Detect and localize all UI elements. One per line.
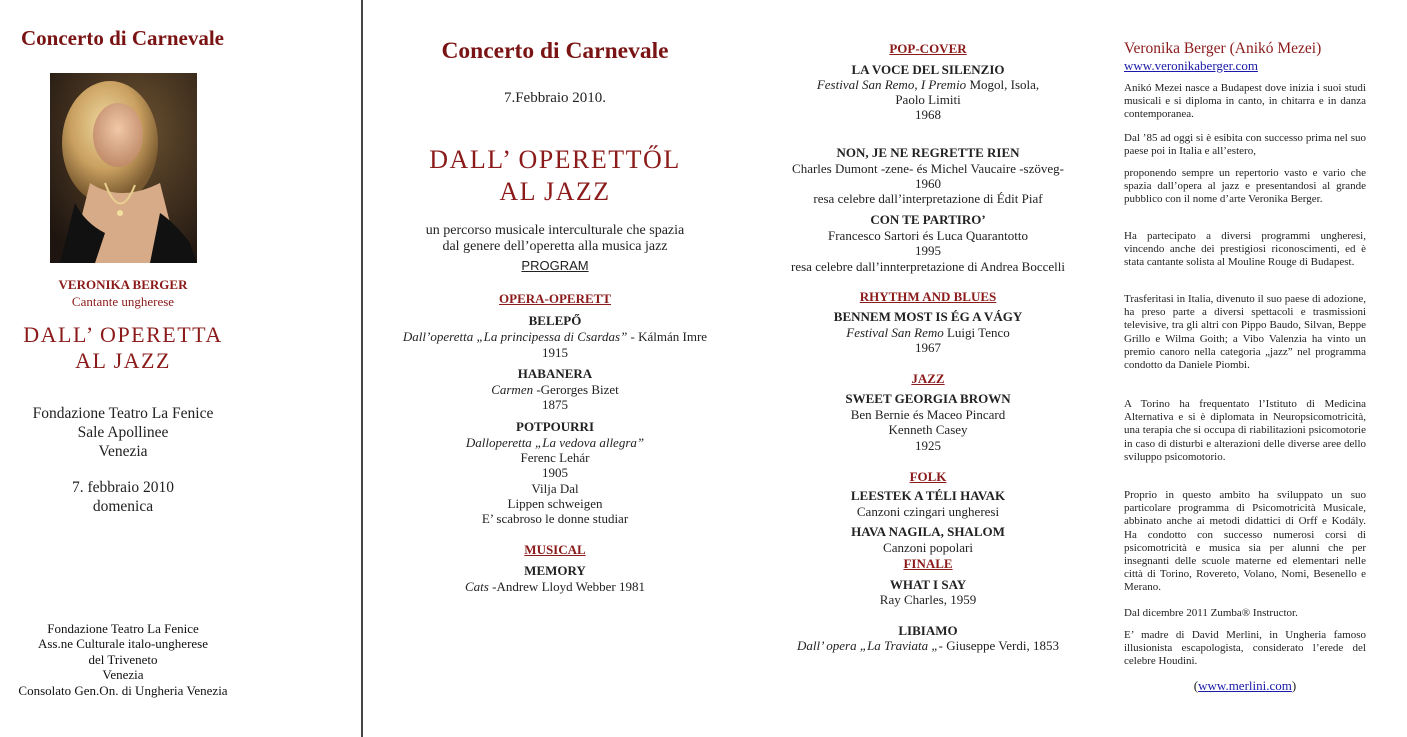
song-source-rest: -Gerorges Bizet bbox=[533, 382, 619, 397]
program-date: 7.Febbraio 2010. bbox=[503, 90, 607, 106]
song-title-bennem: BENNEM MOST IS ÉG A VÁGY bbox=[833, 309, 1023, 324]
song-source bbox=[770, 325, 1086, 340]
song-year: 1915 bbox=[542, 345, 568, 360]
organizer-line: Consolato Gen.On. di Ungheria Venezia bbox=[18, 682, 228, 698]
organizer-line: Ass.ne Culturale italo-ungherese bbox=[37, 636, 209, 652]
cover-panel bbox=[0, 0, 361, 737]
organizers bbox=[0, 621, 246, 698]
song-source-italic: Carmen bbox=[491, 382, 534, 397]
section-finale: FINALE bbox=[903, 556, 953, 571]
song-title-libiamo: LIBIAMO bbox=[898, 623, 958, 638]
song-source bbox=[360, 329, 750, 344]
cover-title: Concerto di Carnevale bbox=[21, 26, 224, 50]
event-date bbox=[0, 478, 246, 516]
program-subtitle bbox=[360, 223, 750, 255]
bio-paragraph: Dal ’85 ad oggi si è esibita con successo prima nel suo paese poi in Italia e all’estero, bbox=[1124, 132, 1366, 158]
song-source bbox=[360, 382, 750, 397]
singer-role: Cantante ungherese bbox=[71, 294, 175, 309]
song-source bbox=[360, 579, 750, 594]
song-detail: resa celebre dall’innterpretazione di Andrea Boccelli bbox=[791, 259, 1065, 274]
program-headline bbox=[360, 144, 750, 208]
song-title-potpourri: POTPOURRI bbox=[516, 419, 594, 434]
song-source-rest: - Kálmán Imre bbox=[627, 329, 708, 344]
section-rhythm-blues: RHYTHM AND BLUES bbox=[859, 289, 997, 304]
song-detail: E’ scabroso le donne studiar bbox=[481, 511, 629, 526]
song-source-italic: Dalloperetta „La vedova allegra” bbox=[465, 435, 645, 450]
song-detail: Canzoni popolari bbox=[883, 540, 973, 555]
song-source bbox=[360, 435, 750, 450]
song-year: 1905 bbox=[542, 465, 568, 480]
song-source bbox=[770, 77, 1086, 92]
section-folk: FOLK bbox=[909, 469, 947, 484]
subtitle-line: dal genere dell’operetta alla musica jazz bbox=[442, 239, 668, 254]
cover-headline bbox=[0, 322, 246, 374]
song-title-what-i-say: WHAT I SAY bbox=[889, 577, 967, 592]
song-source-rest: Mogol, Isola, bbox=[966, 77, 1040, 92]
song-detail: Canzoni czingari ungheresi bbox=[856, 504, 1000, 519]
song-source-italic: Festival San Remo, I Premio bbox=[816, 77, 967, 92]
song-source-italic: Dall’ opera „La Traviata „ bbox=[797, 638, 939, 653]
venue-line: Fondazione Teatro La Fenice bbox=[32, 405, 214, 422]
section-jazz: JAZZ bbox=[911, 371, 945, 386]
song-detail: Charles Dumont -zene- és Michel Vaucaire -szöveg- bbox=[792, 161, 1064, 176]
singer-name: VERONIKA BERGER bbox=[58, 277, 188, 292]
song-source-italic: Dall’operetta „La principessa di Csardas” bbox=[402, 329, 628, 344]
song-source-italic: Cats bbox=[465, 579, 489, 594]
bio-name: Veronika Berger (Anikó Mezei) bbox=[1124, 40, 1322, 57]
song-year: 1960 bbox=[915, 176, 941, 191]
bio-paragraph: A Torino ha frequentato l’Istituto di Medicina Alternativa e si è diplomata in Neuropsicomotricità, una terapia che si occupa di riabilitazioni psicomotorie in caso di disturbi e alterazioni delle diverse aree dello sviluppo psicomotorio. bbox=[1124, 398, 1366, 463]
section-opera-operett: OPERA-OPERETT bbox=[499, 291, 611, 306]
section-pop-cover: POP-COVER bbox=[889, 41, 967, 56]
venue-line: Sale Apollinee bbox=[77, 424, 169, 441]
song-title-memory: MEMORY bbox=[524, 563, 586, 578]
program-headline-line1: DALL’ OPERETTŐL bbox=[429, 145, 681, 174]
song-detail: Lippen schweigen bbox=[507, 496, 603, 511]
organizer-line: del Triveneto bbox=[88, 651, 158, 667]
event-date-line: 7. febbraio 2010 bbox=[71, 479, 174, 496]
merlini-link[interactable]: www.merlini.com bbox=[1198, 678, 1292, 693]
song-detail: resa celebre dall’interpretazione di Édit Piaf bbox=[813, 191, 1043, 206]
song-title-conte: CON TE PARTIRO’ bbox=[870, 212, 986, 227]
song-title-leestek: LEESTEK A TÉLI HAVAK bbox=[850, 488, 1006, 503]
singer-photo bbox=[50, 73, 197, 263]
song-source-rest: -Andrew Lloyd Webber 1981 bbox=[488, 579, 645, 594]
song-title-voce: LA VOCE DEL SILENZIO bbox=[851, 62, 1005, 77]
paren-open: ( bbox=[1193, 678, 1199, 693]
subtitle-line: un percorso musicale interculturale che spazia bbox=[425, 223, 685, 238]
bio-paragraph: Ha partecipato a diversi programmi ungheresi, vincendo anche dei prestigiosi riconoscimenti, ed è stata cantante solista al Mouline Rouge di Budapest. bbox=[1124, 230, 1366, 269]
song-title-habanera: HABANERA bbox=[517, 366, 593, 381]
song-source-italic: Festival San Remo bbox=[846, 325, 944, 340]
website-link[interactable]: www.veronikaberger.com bbox=[1124, 58, 1258, 73]
bio-paragraph: Trasferitasi in Italia, divenuto il suo paese di adozione, ha preso parte a diversi spettacoli e trasmissioni televisive, tra gli altri con Pippo Baudo, Silvan, Beppe Grillo e Wilma Goith; a Vibo Valenzia ha vinto un premio canoro nella categoria „jazz” nel programma condotto da Daniele Piombi. bbox=[1124, 293, 1366, 372]
song-title-sweet-georgia: SWEET GEORGIA BROWN bbox=[845, 391, 1011, 406]
song-detail: Francesco Sartori és Luca Quarantotto bbox=[828, 228, 1028, 243]
bio-paragraph: Dal dicembre 2011 Zumba® Instructor. bbox=[1124, 607, 1298, 619]
event-day-line: domenica bbox=[92, 498, 154, 515]
program-label: PROGRAM bbox=[521, 258, 589, 273]
song-year: 1925 bbox=[915, 438, 941, 453]
bio-paragraph: proponendo sempre un repertorio vasto e vario che spazia dall’opera al jazz e presentandosi al grande pubblico con il nome d’arte Veronika Berger. bbox=[1124, 167, 1366, 206]
song-title-belepo: BELEPŐ bbox=[528, 313, 582, 328]
song-year: 1875 bbox=[542, 397, 568, 412]
section-musical: MUSICAL bbox=[524, 542, 586, 557]
song-source-rest: - Giuseppe Verdi, 1853 bbox=[938, 638, 1059, 653]
cover-headline-line1: DALL’ OPERETTA bbox=[23, 322, 223, 347]
song-source-rest: Luigi Tenco bbox=[943, 325, 1010, 340]
cover-headline-line2: AL JAZZ bbox=[75, 348, 171, 373]
song-detail: Ferenc Lehár bbox=[520, 450, 590, 465]
song-detail: Ben Bernie és Maceo Pincard bbox=[850, 407, 1006, 422]
song-detail: Ray Charles, 1959 bbox=[879, 592, 977, 607]
paren-close: ) bbox=[1291, 678, 1297, 693]
song-detail: Paolo Limiti bbox=[895, 92, 961, 107]
song-year: 1968 bbox=[915, 107, 941, 122]
song-year: 1995 bbox=[915, 243, 941, 258]
song-detail: Vilja Dal bbox=[531, 481, 579, 496]
program-headline-line2: AL JAZZ bbox=[499, 177, 611, 206]
song-title-nonje: NON, JE NE REGRETTE RIEN bbox=[836, 145, 1020, 160]
organizer-line: Fondazione Teatro La Fenice bbox=[47, 621, 199, 636]
merlini-link-line bbox=[1124, 678, 1366, 694]
organizer-line: Venezia bbox=[102, 667, 144, 683]
song-year: 1967 bbox=[915, 340, 941, 355]
program-title: Concerto di Carnevale bbox=[441, 38, 669, 64]
song-title-hava-nagila: HAVA NAGILA, SHALOM bbox=[851, 524, 1005, 539]
song-detail: Kenneth Casey bbox=[888, 422, 968, 437]
bio-paragraph: Proprio in questo ambito ha sviluppato un suo particolare programma di Psicomotricità Musicale, abbinato anche ai metodi didattici di Orff e Kodály. Ha condotto con successo numerosi corsi di psicomotricità e musica sia per alunni che per insegnanti delle scuole materne ed elementari nelle città di Torino, Rovereto, Volano, Nomi, Besenello e Merano. bbox=[1124, 489, 1366, 594]
song-source bbox=[770, 638, 1086, 653]
bio-paragraph: Anikó Mezei nasce a Budapest dove inizia i suoi studi musicali e si diploma in canto, in chitarra e in danza contemporanea. bbox=[1124, 82, 1366, 121]
venue bbox=[0, 404, 246, 461]
venue-line: Venezia bbox=[98, 443, 148, 460]
bio-paragraph: E’ madre di David Merlini, in Ungheria famoso illusionista escapologista, considerato l’erede del celebre Houdini. bbox=[1124, 629, 1366, 668]
